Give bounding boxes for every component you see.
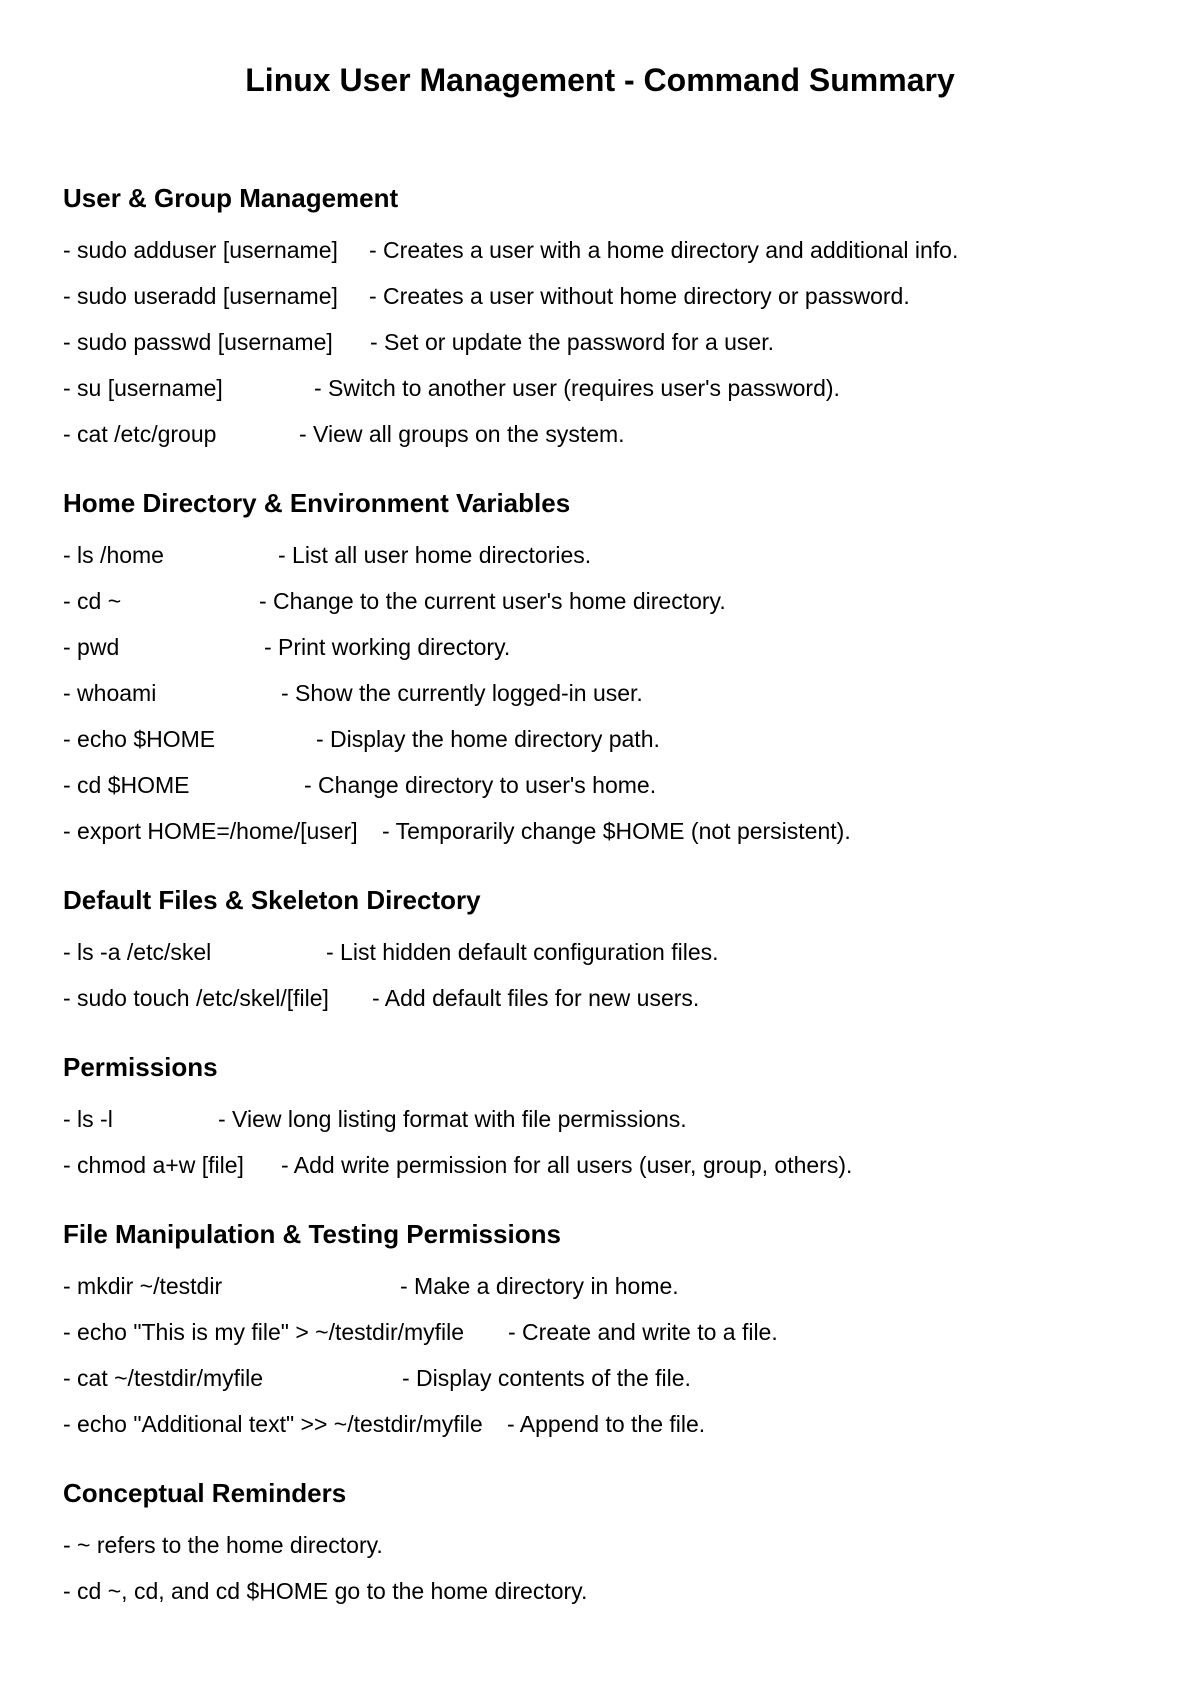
command-description: - Change to the current user's home directory.	[259, 588, 726, 614]
command-description: - Switch to another user (requires user's password).	[314, 375, 840, 401]
reminder-text: - ~ refers to the home directory.	[63, 1532, 383, 1558]
command-description: - List all user home directories.	[278, 542, 592, 568]
command-text: - whoami	[63, 680, 157, 706]
command-description: - List hidden default configuration files.	[326, 939, 719, 965]
command-description: - Temporarily change $HOME (not persistent).	[382, 818, 851, 844]
command-text: - pwd	[63, 634, 120, 660]
command-description: - Make a directory in home.	[400, 1273, 679, 1299]
command-text: - sudo adduser [username]	[63, 237, 338, 263]
command-description: - View long listing format with file permissions.	[218, 1106, 687, 1132]
section-heading-skeleton: Default Files & Skeleton Directory	[63, 885, 481, 915]
command-description: - Append to the file.	[507, 1411, 706, 1437]
command-text: - ls -a /etc/skel	[63, 939, 212, 965]
command-text: - ls -l	[63, 1106, 113, 1132]
command-text: - export HOME=/home/[user]	[63, 818, 358, 844]
command-description: - View all groups on the system.	[299, 421, 625, 447]
command-description: - Display contents of the file.	[402, 1365, 691, 1391]
command-text: - cat /etc/group	[63, 421, 217, 447]
command-description: - Change directory to user's home.	[304, 772, 657, 798]
reminder-text: - cd ~, cd, and cd $HOME go to the home directory.	[63, 1578, 588, 1604]
command-text: - cat ~/testdir/myfile	[63, 1365, 264, 1391]
command-text: - chmod a+w [file]	[63, 1152, 244, 1178]
command-text: - echo "Additional text" >> ~/testdir/myfile	[63, 1411, 483, 1437]
command-text: - cd $HOME	[63, 772, 190, 798]
section-heading-permissions: Permissions	[63, 1052, 218, 1082]
command-text: - mkdir ~/testdir	[63, 1273, 223, 1299]
command-text: - sudo useradd [username]	[63, 283, 338, 309]
command-description: - Show the currently logged-in user.	[281, 680, 643, 706]
command-text: - su [username]	[63, 375, 223, 401]
command-description: - Creates a user without home directory or password.	[369, 283, 910, 309]
document-title: Linux User Management - Command Summary	[245, 62, 955, 98]
command-text: - echo "This is my file" > ~/testdir/myfile	[63, 1319, 465, 1345]
command-description: - Add write permission for all users (user, group, others).	[281, 1152, 853, 1178]
command-description: - Set or update the password for a user.	[370, 329, 775, 355]
command-description: - Create and write to a file.	[508, 1319, 778, 1345]
command-text: - ls /home	[63, 542, 164, 568]
command-description: - Display the home directory path.	[316, 726, 660, 752]
command-text: - sudo passwd [username]	[63, 329, 333, 355]
command-description: - Add default files for new users.	[372, 985, 700, 1011]
section-heading-file-manipulation: File Manipulation & Testing Permissions	[63, 1219, 561, 1249]
section-heading-conceptual: Conceptual Reminders	[63, 1478, 347, 1508]
command-description: - Creates a user with a home directory and additional info.	[369, 237, 959, 263]
command-description: - Print working directory.	[264, 634, 511, 660]
command-text: - sudo touch /etc/skel/[file]	[63, 985, 329, 1011]
section-heading-user-group: User & Group Management	[63, 183, 399, 213]
command-text: - echo $HOME	[63, 726, 216, 752]
section-heading-home-env: Home Directory & Environment Variables	[63, 488, 571, 518]
command-text: - cd ~	[63, 588, 122, 614]
